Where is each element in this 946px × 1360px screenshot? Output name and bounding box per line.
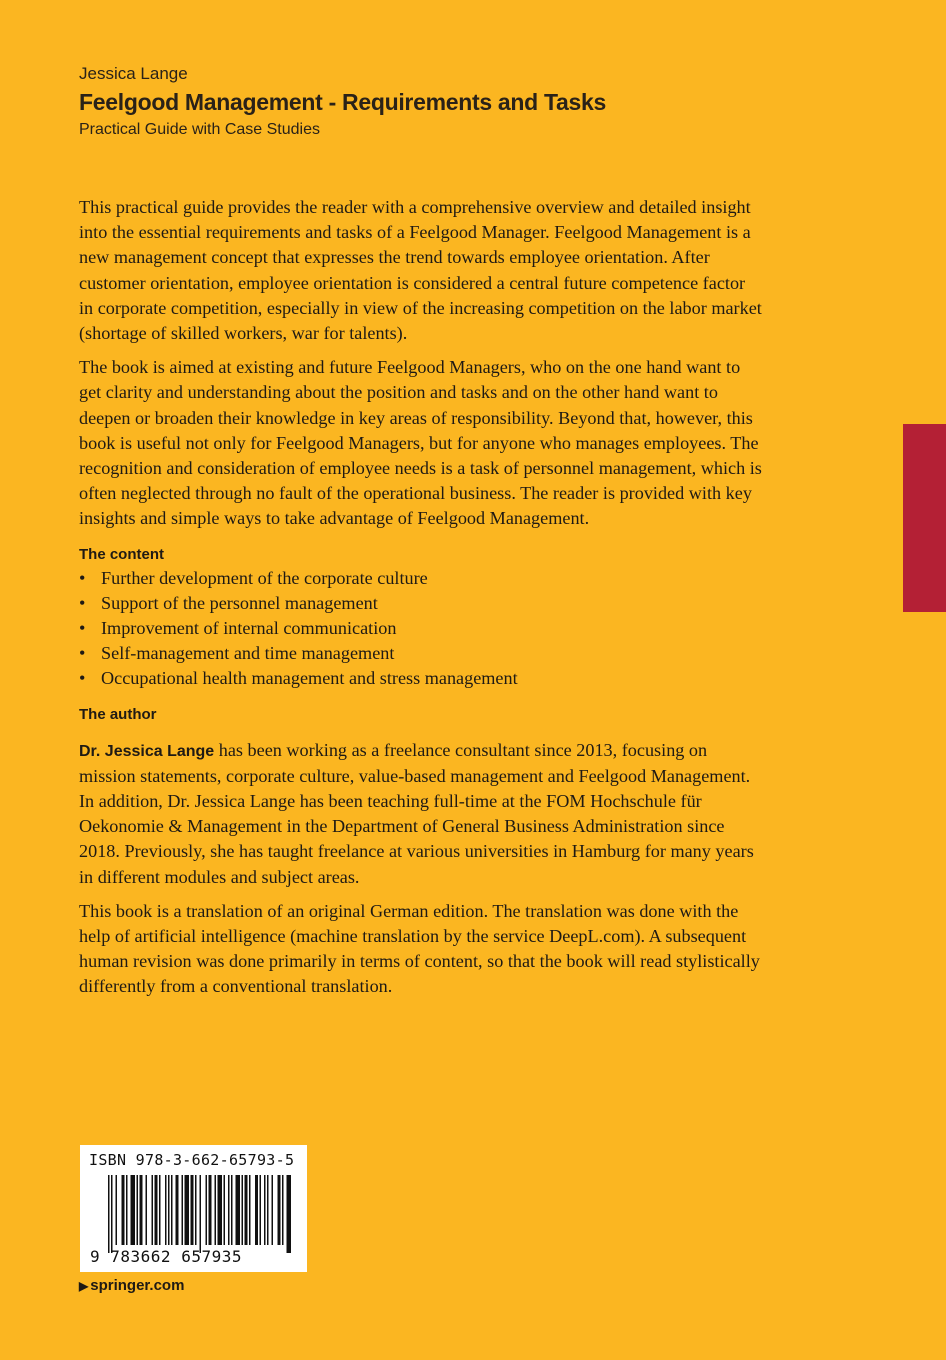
barcode-bar <box>245 1175 248 1245</box>
bullet-icon: • <box>79 592 86 613</box>
list-item-text: Occupational health management and stress management <box>101 668 518 689</box>
barcode-bar <box>264 1175 266 1245</box>
list-item <box>79 666 763 691</box>
barcode-bar <box>137 1175 139 1245</box>
publisher-url: springer.com <box>90 1277 185 1294</box>
barcode-bar <box>224 1175 226 1245</box>
blurb-body <box>79 195 763 1009</box>
barcode-bar <box>242 1175 244 1245</box>
blurb-paragraph-2: The book is aimed at existing and future Feelgood Managers, who on the one hand want to get clarity and understanding about the position and tasks and on the other hand want to deepen or broaden their knowledge in key areas of responsibility. Beyond that, however, this book is useful not only for Feelgood Managers, but for anyone who manages employees. The recognition and consideration of employee needs is a task of personnel management, which is often neglected through no fault of the operational business. The reader is provided with key insights and simple ways to take advantage of Feelgood Management. <box>79 357 762 529</box>
cover-header <box>79 63 606 141</box>
book-subtitle: Practical Guide with Case Studies <box>79 121 320 138</box>
list-item <box>79 641 763 666</box>
arrow-icon: ▶ <box>79 1279 89 1293</box>
author-name: Jessica Lange <box>79 64 188 83</box>
barcode-bar <box>231 1175 233 1245</box>
list-item-text: Improvement of internal communication <box>101 618 397 639</box>
barcode-bar <box>278 1175 281 1245</box>
barcode-bar <box>249 1175 251 1245</box>
isbn-barcode <box>80 1145 307 1272</box>
list-item <box>79 566 763 591</box>
bullet-icon: • <box>79 643 86 664</box>
barcode-bar <box>146 1175 148 1245</box>
isbn-label: ISBN 978-3-662-65793-5 <box>89 1151 295 1169</box>
list-item-text: Self-management and time management <box>101 643 395 664</box>
accent-tab <box>903 424 946 612</box>
barcode-bar <box>209 1175 212 1245</box>
author-bio-name: Dr. Jessica Lange <box>79 742 215 760</box>
list-item <box>79 616 763 641</box>
author-bio <box>79 738 763 890</box>
book-title: Feelgood Management - Requirements and Tasks <box>79 89 606 115</box>
barcode-bar <box>176 1175 179 1245</box>
barcode-bar <box>168 1175 170 1245</box>
barcode-bar <box>228 1175 230 1245</box>
barcode-bar <box>165 1175 167 1245</box>
list-item <box>79 591 763 616</box>
author-bio-text: has been working as a freelance consultant since 2013, focusing on mission statements, corporate culture, value-based management and Feelgood Management. In addition, Dr. Jessica Lange has been teaching full-time at the FOM Hochschule für Oekonomie & Management in the Department of General Business Administration since 2018. Previously, she has taught freelance at various universities in Hamburg for many years in different modules and subject areas. <box>79 739 754 887</box>
barcode-bar <box>267 1175 269 1245</box>
list-item-text: Support of the personnel management <box>101 592 378 613</box>
bullet-icon: • <box>79 618 86 639</box>
barcode-bar <box>236 1175 241 1245</box>
barcode-bar <box>182 1175 184 1245</box>
author-heading: The author <box>79 705 157 723</box>
barcode-bar <box>171 1175 173 1245</box>
list-item-text: Further development of the corporate culture <box>101 567 428 588</box>
content-heading: The content <box>79 545 164 563</box>
barcode-bar <box>282 1175 284 1245</box>
bullet-icon: • <box>79 567 86 588</box>
barcode-bar <box>195 1175 197 1245</box>
publisher-link[interactable] <box>79 1277 184 1294</box>
barcode-bar <box>140 1175 143 1245</box>
barcode-bar <box>122 1175 125 1245</box>
barcode-bar <box>260 1175 262 1245</box>
barcode-bar <box>108 1175 110 1253</box>
barcode-bar <box>131 1175 136 1245</box>
blurb-paragraph-1: This practical guide provides the reader with a comprehensive overview and detailed insight into the essential requirements and tasks of a Feelgood Manager. Feelgood Management is a new management concept that expresses the trend towards employee orientation. After customer orientation, employee orientation is considered a central future competence factor in corporate competition, especially in view of the increasing competition on the labor market (shortage of skilled workers, war for talents). <box>79 197 762 344</box>
barcode-bar <box>116 1175 118 1245</box>
barcode-bar <box>191 1175 194 1245</box>
barcode-bar <box>206 1175 208 1245</box>
barcode-bar <box>152 1175 154 1245</box>
barcode-bar <box>155 1175 158 1245</box>
barcode-bar <box>218 1175 223 1245</box>
barcode-bar <box>200 1175 202 1253</box>
barcode-bar <box>111 1175 113 1253</box>
barcode-bar <box>255 1175 258 1245</box>
barcode-bar <box>272 1175 274 1245</box>
bullet-icon: • <box>79 668 86 689</box>
barcode-bar <box>215 1175 217 1245</box>
barcode-bar <box>287 1175 292 1253</box>
content-list <box>79 566 763 692</box>
barcode-bar <box>126 1175 128 1245</box>
barcode-bar <box>159 1175 161 1245</box>
barcode-digits: 9 783662 657935 <box>90 1247 242 1266</box>
barcode-bar <box>185 1175 190 1245</box>
translation-note: This book is a translation of an original German edition. The translation was done with the help of artificial intelligence (machine translation by the service DeepL.com). A subsequent human revision was done primarily in terms of content, so that the book will read stylistically differently from a conventional translation. <box>79 900 760 997</box>
